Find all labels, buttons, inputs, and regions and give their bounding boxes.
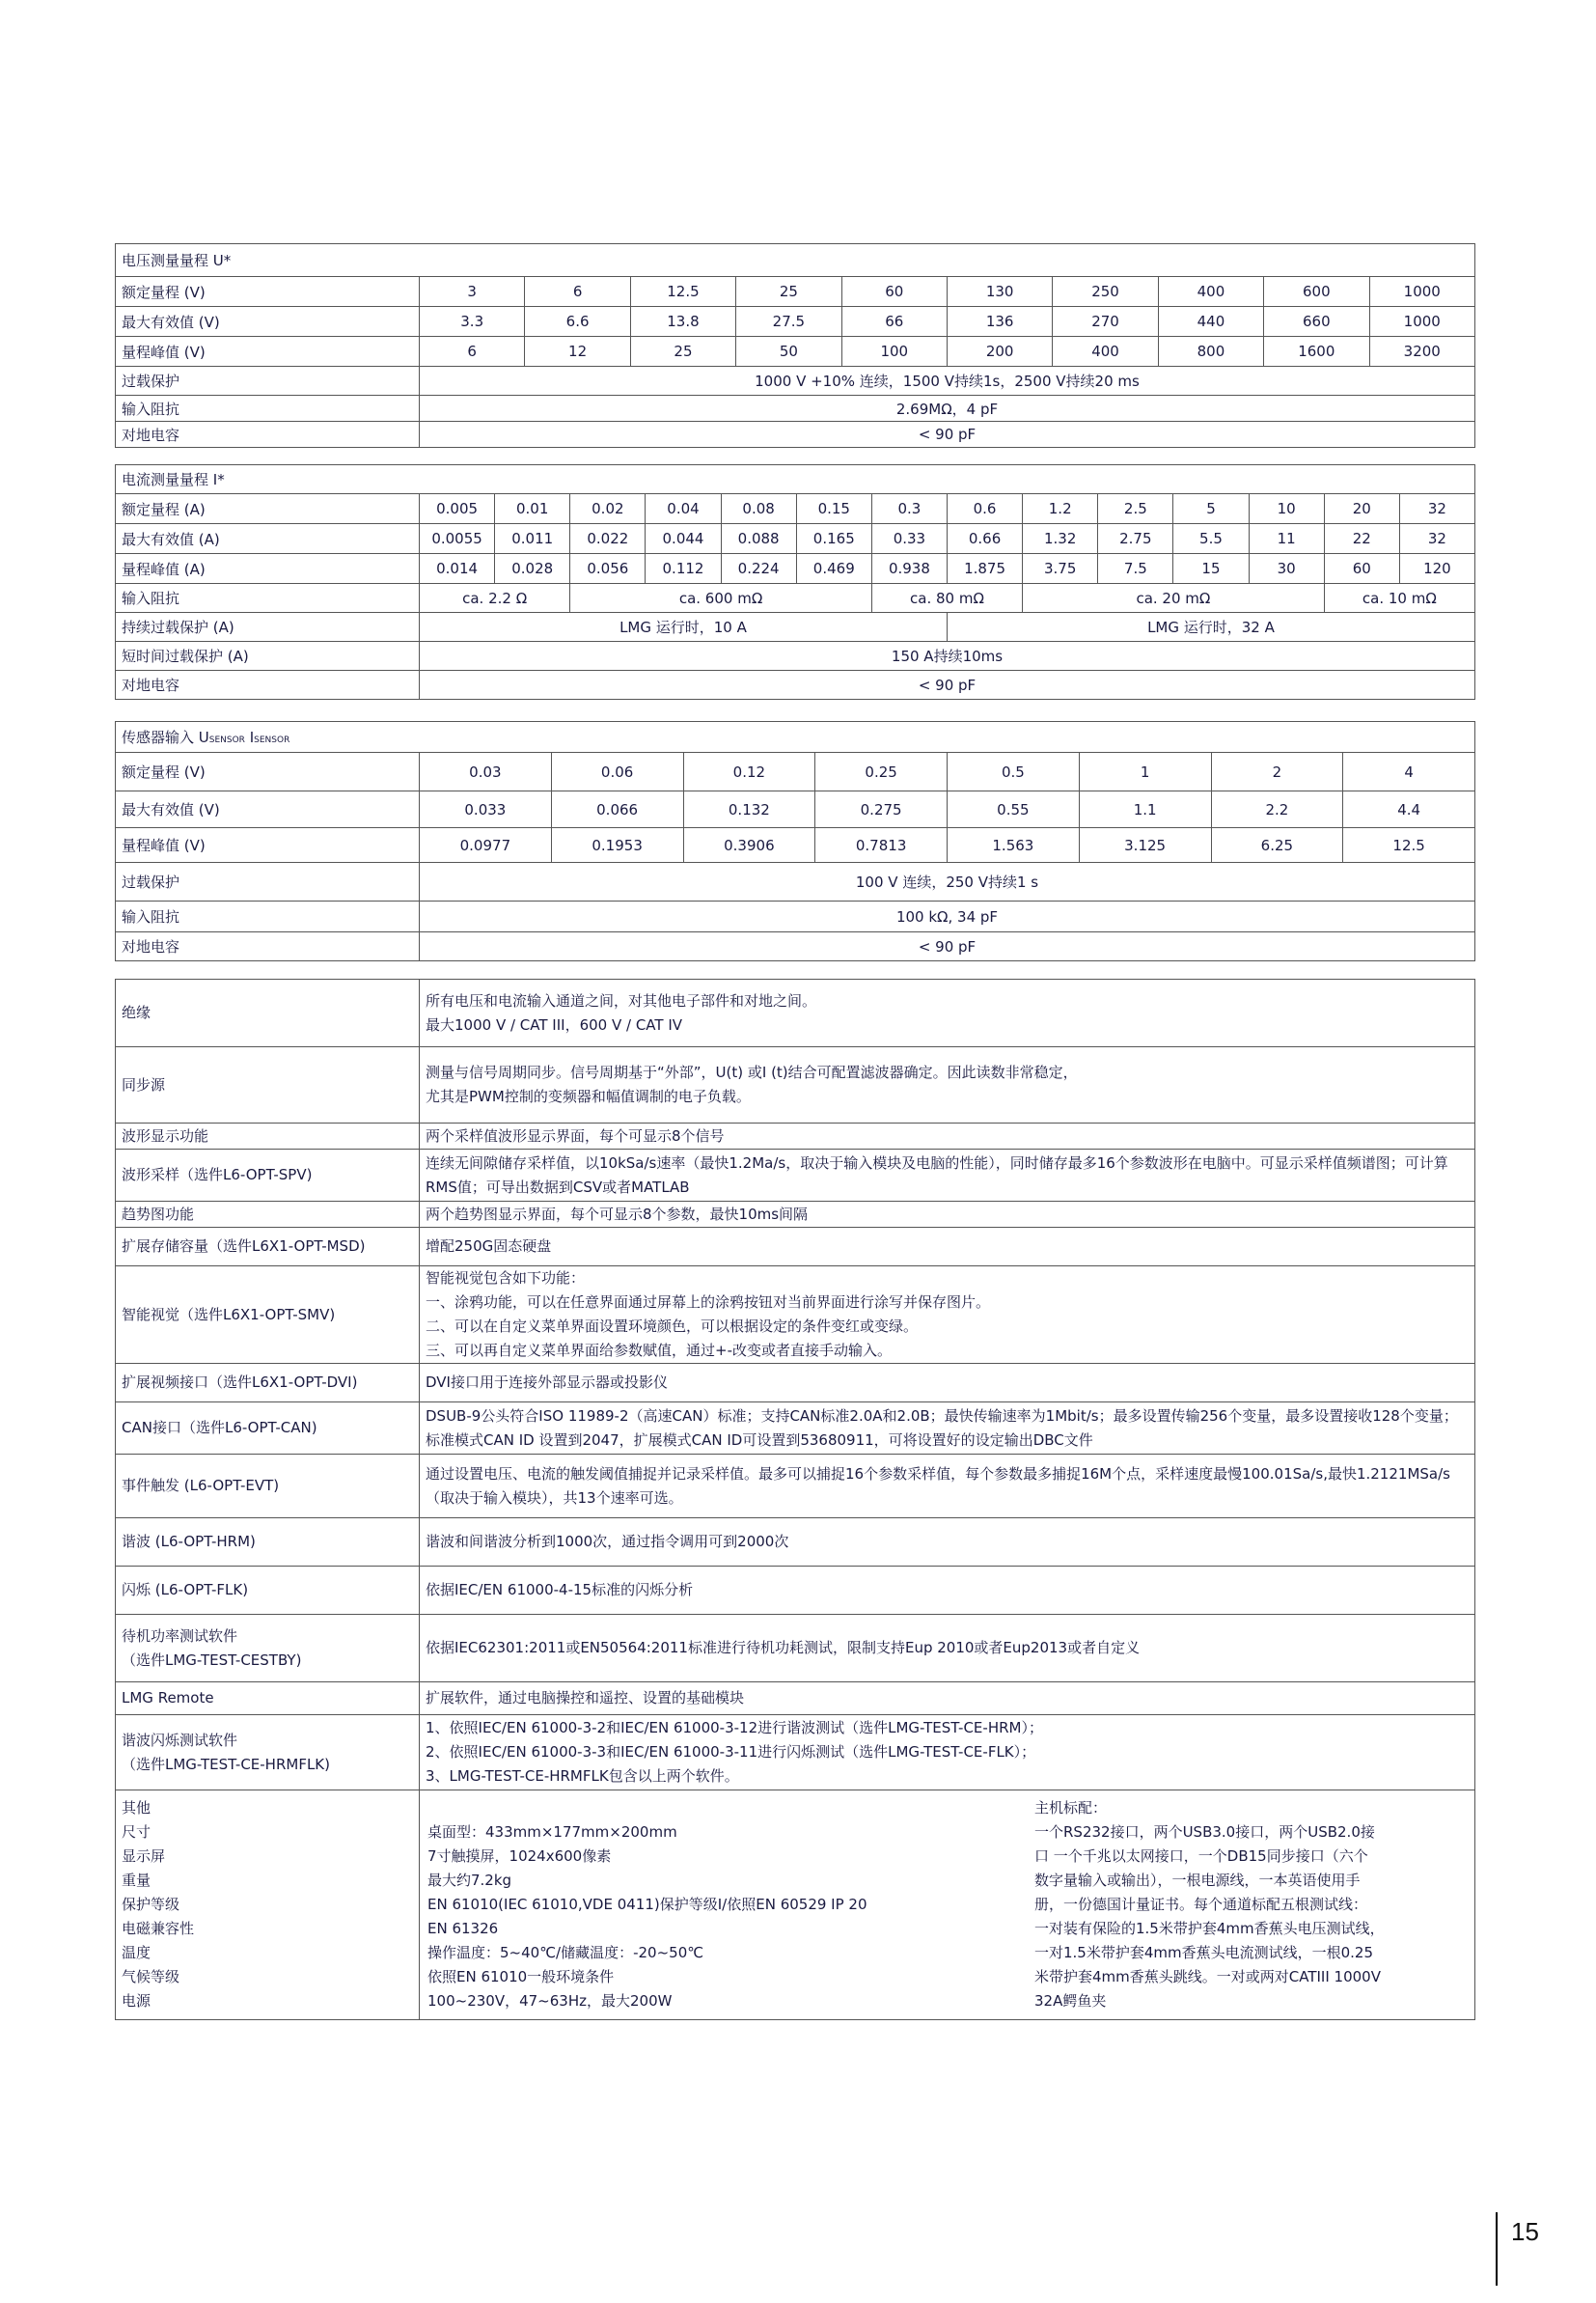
features-table bbox=[115, 979, 1475, 2020]
impedance-cell: ca. 10 mΩ bbox=[1324, 584, 1474, 613]
value-cell: 400 bbox=[1053, 337, 1158, 367]
value-cell: 100 bbox=[841, 337, 947, 367]
accessory-line: 一对装有保险的1.5米带护套4mm香蕉头电压测试线， bbox=[1034, 1920, 1385, 1937]
value-cell: 1 bbox=[1079, 753, 1211, 791]
value-cell: 0.66 bbox=[947, 524, 1022, 554]
sensor-capacitance-value: < 90 pF bbox=[420, 932, 1475, 961]
misc-label: 尺寸 bbox=[122, 1823, 151, 1841]
feature-line: 两个采样值波形显示界面，每个可显示8个信号 bbox=[426, 1126, 725, 1145]
feature-line: 智能视觉包含如下功能： bbox=[426, 1269, 586, 1287]
current-short-overload-label: 短时间过载保护 (A) bbox=[116, 642, 420, 671]
value-cell: 0.005 bbox=[420, 494, 495, 524]
value-cell: 1.2 bbox=[1023, 494, 1098, 524]
table-row bbox=[116, 337, 1475, 367]
table-row bbox=[116, 791, 1475, 828]
feature-value bbox=[420, 1202, 1475, 1228]
value-cell: 200 bbox=[947, 337, 1052, 367]
misc-value: 依照EN 61010一般环境条件 bbox=[427, 1968, 615, 1985]
value-cell: 30 bbox=[1249, 554, 1324, 584]
value-cell: 0.056 bbox=[570, 554, 646, 584]
value-cell: 12.5 bbox=[1343, 828, 1475, 863]
sensor-overload-value: 100 V 连续，250 V持续1 s bbox=[420, 863, 1475, 902]
sensor-input-table bbox=[115, 721, 1475, 961]
feature-label-line: （选件LMG-TEST-CESTBY) bbox=[122, 1651, 302, 1669]
value-cell: 3200 bbox=[1369, 337, 1474, 367]
current-range-table bbox=[115, 464, 1475, 700]
misc-value bbox=[427, 1796, 1021, 1820]
row-label: 量程峰值 (V) bbox=[116, 828, 420, 863]
value-cell: 12.5 bbox=[630, 277, 735, 307]
feature-row bbox=[116, 1682, 1475, 1715]
value-cell: 130 bbox=[947, 277, 1052, 307]
feature-label bbox=[116, 1124, 420, 1150]
value-cell: 0.5 bbox=[948, 753, 1080, 791]
value-cell: 0.088 bbox=[721, 524, 796, 554]
value-cell: 5.5 bbox=[1173, 524, 1249, 554]
value-cell: 0.1953 bbox=[551, 828, 683, 863]
feature-label-line: 待机功率测试软件 bbox=[122, 1626, 238, 1645]
feature-label-line: 事件触发 (L6-OPT-EVT) bbox=[122, 1477, 280, 1494]
feature-row bbox=[116, 1518, 1475, 1567]
value-cell: 27.5 bbox=[736, 307, 841, 337]
feature-value bbox=[420, 1567, 1475, 1615]
value-cell: 0.014 bbox=[420, 554, 495, 584]
feature-label-line: CAN接口（选件L6-OPT-CAN) bbox=[122, 1419, 317, 1436]
accessory-line: 主机标配： bbox=[1034, 1799, 1108, 1817]
current-impedance-label: 输入阻抗 bbox=[116, 584, 420, 613]
value-cell: 22 bbox=[1324, 524, 1399, 554]
table-row bbox=[116, 753, 1475, 791]
value-cell: 270 bbox=[1053, 307, 1158, 337]
accessory-line: 数字量输入或输出），一根电源线，一本英语使用手 bbox=[1034, 1872, 1361, 1889]
feature-line: 最大1000 V / CAT III，600 V / CAT IV bbox=[426, 1015, 683, 1034]
feature-label bbox=[116, 1266, 420, 1364]
feature-label-line: 智能视觉（选件L6X1-OPT-SMV) bbox=[122, 1305, 336, 1323]
current-capacitance-value: < 90 pF bbox=[420, 671, 1475, 700]
feature-line: 所有电压和电流输入通道之间，对其他电子部件和对地之间。 bbox=[426, 991, 817, 1010]
value-cell: 2 bbox=[1211, 753, 1343, 791]
misc-label: 温度 bbox=[122, 1944, 151, 1961]
value-cell: 20 bbox=[1324, 494, 1399, 524]
feature-label bbox=[116, 1615, 420, 1682]
misc-labels bbox=[116, 1790, 420, 2020]
value-cell: 6 bbox=[525, 277, 630, 307]
feature-label bbox=[116, 1364, 420, 1402]
value-cell: 250 bbox=[1053, 277, 1158, 307]
feature-label bbox=[116, 1150, 420, 1202]
sensor-title-sub2: SENSOR bbox=[254, 735, 290, 745]
feature-line: 二、可以在自定义菜单界面设置环境颜色，可以根据设定的条件变红或变绿。 bbox=[426, 1318, 919, 1335]
feature-label-line: 谐波 (L6-OPT-HRM) bbox=[122, 1533, 256, 1550]
feature-value bbox=[420, 1047, 1475, 1124]
table-row bbox=[116, 494, 1475, 524]
value-cell: 0.02 bbox=[570, 494, 646, 524]
row-label: 量程峰值 (A) bbox=[116, 554, 420, 584]
feature-value bbox=[420, 1682, 1475, 1715]
voltage-title: 电压测量量程 U* bbox=[116, 244, 1475, 277]
value-cell: 0.08 bbox=[721, 494, 796, 524]
misc-value: 100~230V，47~63Hz，最大200W bbox=[427, 1992, 673, 2010]
cont-overload-cell: LMG 运行时，10 A bbox=[420, 613, 948, 642]
value-cell: 0.7813 bbox=[815, 828, 948, 863]
feature-line: 谐波和间谐波分析到1000次，通过指令调用可到2000次 bbox=[426, 1533, 789, 1550]
impedance-cell: ca. 20 mΩ bbox=[1023, 584, 1325, 613]
feature-label bbox=[116, 1202, 420, 1228]
value-cell: 13.8 bbox=[630, 307, 735, 337]
value-cell: 0.01 bbox=[495, 494, 570, 524]
feature-line: 依据IEC/EN 61000-4-15标准的闪烁分析 bbox=[426, 1581, 694, 1598]
feature-line: 扩展软件，通过电脑操控和遥控、设置的基础模块 bbox=[426, 1689, 745, 1706]
value-cell: 0.011 bbox=[495, 524, 570, 554]
accessory-line: 32A鳄鱼夹 bbox=[1034, 1992, 1107, 2010]
sensor-impedance-value: 100 kΩ, 34 pF bbox=[420, 902, 1475, 932]
value-cell: 0.033 bbox=[420, 791, 552, 828]
value-cell: 136 bbox=[947, 307, 1052, 337]
value-cell: 0.33 bbox=[871, 524, 947, 554]
value-cell: 0.0055 bbox=[420, 524, 495, 554]
feature-label-line: 同步源 bbox=[122, 1075, 166, 1094]
value-cell: 0.6 bbox=[947, 494, 1022, 524]
misc-label: 显示屏 bbox=[122, 1847, 166, 1865]
feature-line: 测量与信号周期同步。信号周期基于“外部”，U(t) 或I (t)结合可配置滤波器确定。因此读数非常稳定， bbox=[426, 1064, 1078, 1081]
feature-line: 三、可以再自定义菜单界面给参数赋值，通过+-改变或者直接手动输入。 bbox=[426, 1342, 892, 1359]
table-row bbox=[116, 277, 1475, 307]
feature-line: 3、LMG-TEST-CE-HRMFLK包含以上两个软件。 bbox=[426, 1767, 739, 1785]
value-cell: 32 bbox=[1399, 524, 1474, 554]
voltage-overload-value: 1000 V +10% 连续，1500 V持续1s，2500 V持续20 ms bbox=[420, 367, 1475, 396]
value-cell: 0.06 bbox=[551, 753, 683, 791]
value-cell: 660 bbox=[1264, 307, 1369, 337]
misc-value: 7寸触摸屏，1024x600像素 bbox=[427, 1847, 612, 1865]
feature-label-line: 波形采样（选件L6-OPT-SPV) bbox=[122, 1166, 313, 1183]
misc-value: 最大约7.2kg bbox=[427, 1872, 512, 1889]
value-cell: 800 bbox=[1158, 337, 1263, 367]
table-row bbox=[116, 524, 1475, 554]
feature-label-line: 扩展视频接口（选件L6X1-OPT-DVI) bbox=[122, 1373, 358, 1391]
accessory-line: 口 一个千兆以太网接口，一个DB15同步接口（六个 bbox=[1034, 1847, 1368, 1865]
value-cell: 25 bbox=[630, 337, 735, 367]
feature-line: 依据IEC62301:2011或EN50564:2011标准进行待机功耗测试，限制支持Eup 2010或者Eup2013或者自定义 bbox=[426, 1639, 1141, 1656]
feature-label bbox=[116, 1518, 420, 1567]
misc-label: 保护等级 bbox=[122, 1896, 180, 1913]
value-cell: 3.75 bbox=[1023, 554, 1098, 584]
feature-row bbox=[116, 1364, 1475, 1402]
feature-value bbox=[420, 1124, 1475, 1150]
cont-overload-cell: LMG 运行时，32 A bbox=[947, 613, 1474, 642]
value-cell: 2.2 bbox=[1211, 791, 1343, 828]
value-cell: 0.028 bbox=[495, 554, 570, 584]
feature-row bbox=[116, 1124, 1475, 1150]
table-row bbox=[116, 828, 1475, 863]
value-cell: 0.12 bbox=[683, 753, 815, 791]
value-cell: 60 bbox=[1324, 554, 1399, 584]
value-cell: 440 bbox=[1158, 307, 1263, 337]
value-cell: 400 bbox=[1158, 277, 1263, 307]
value-cell: 60 bbox=[841, 277, 947, 307]
feature-label-line: （选件LMG-TEST-CE-HRMFLK) bbox=[122, 1755, 330, 1773]
value-cell: 66 bbox=[841, 307, 947, 337]
value-cell: 600 bbox=[1264, 277, 1369, 307]
feature-value bbox=[420, 980, 1475, 1047]
voltage-impedance-value: 2.69MΩ，4 pF bbox=[420, 396, 1475, 422]
feature-row bbox=[116, 1228, 1475, 1266]
feature-label bbox=[116, 1228, 420, 1266]
current-cont-overload-label: 持续过载保护 (A) bbox=[116, 613, 420, 642]
value-cell: 0.3 bbox=[871, 494, 947, 524]
value-cell: 4 bbox=[1343, 753, 1475, 791]
accessory-line: 一个RS232接口，两个USB3.0接口，两个USB2.0接 bbox=[1034, 1823, 1375, 1841]
value-cell: 10 bbox=[1249, 494, 1324, 524]
current-short-overload-value: 150 A持续10ms bbox=[420, 642, 1475, 671]
value-cell: 0.55 bbox=[948, 791, 1080, 828]
feature-label-line: 波形显示功能 bbox=[122, 1126, 209, 1145]
row-label: 额定量程 (V) bbox=[116, 277, 420, 307]
feature-value bbox=[420, 1266, 1475, 1364]
feature-label-line: 绝缘 bbox=[122, 1004, 151, 1021]
value-cell: 1.1 bbox=[1079, 791, 1211, 828]
voltage-overload-label: 过载保护 bbox=[116, 367, 420, 396]
misc-values-cell bbox=[420, 1790, 1475, 2020]
feature-line: 尤其是PWM控制的变频器和幅值调制的电子负载。 bbox=[426, 1088, 751, 1105]
feature-label bbox=[116, 1402, 420, 1455]
feature-value bbox=[420, 1150, 1475, 1202]
feature-value bbox=[420, 1715, 1475, 1790]
misc-value: EN 61010(IEC 61010,VDE 0411)保护等级I/依照EN 60529 IP 20 bbox=[427, 1896, 867, 1913]
value-cell: 12 bbox=[525, 337, 630, 367]
row-label: 量程峰值 (V) bbox=[116, 337, 420, 367]
value-cell: 0.25 bbox=[815, 753, 948, 791]
misc-value: 桌面型：433mm×177mm×200mm bbox=[427, 1823, 677, 1841]
value-cell: 11 bbox=[1249, 524, 1324, 554]
sensor-title-main: 传感器输入 U bbox=[122, 729, 209, 746]
feature-row bbox=[116, 1567, 1475, 1615]
feature-line: DVI接口用于连接外部显示器或投影仪 bbox=[426, 1373, 668, 1391]
feature-label bbox=[116, 1715, 420, 1790]
sensor-impedance-label: 输入阻抗 bbox=[116, 902, 420, 932]
row-label: 额定量程 (V) bbox=[116, 753, 420, 791]
table-row bbox=[116, 554, 1475, 584]
feature-value bbox=[420, 1615, 1475, 1682]
feature-value bbox=[420, 1518, 1475, 1567]
value-cell: 1.875 bbox=[947, 554, 1022, 584]
sensor-title bbox=[116, 722, 1475, 753]
feature-value bbox=[420, 1228, 1475, 1266]
sensor-capacitance-label: 对地电容 bbox=[116, 932, 420, 961]
feature-row bbox=[116, 980, 1475, 1047]
feature-row bbox=[116, 1266, 1475, 1364]
value-cell: 0.275 bbox=[815, 791, 948, 828]
value-cell: 3.125 bbox=[1079, 828, 1211, 863]
value-cell: 6.25 bbox=[1211, 828, 1343, 863]
page-number: 15 bbox=[1496, 2212, 1539, 2286]
value-cell: 120 bbox=[1399, 554, 1474, 584]
impedance-cell: ca. 2.2 Ω bbox=[420, 584, 570, 613]
value-cell: 1.32 bbox=[1023, 524, 1098, 554]
feature-line: 两个趋势图显示界面，每个可显示8个参数，最快10ms间隔 bbox=[426, 1205, 809, 1223]
value-cell: 0.165 bbox=[796, 524, 871, 554]
accessory-line: 册，一份德国计量证书。每个通道标配五根测试线： bbox=[1034, 1896, 1368, 1913]
feature-label bbox=[116, 1047, 420, 1124]
value-cell: 0.15 bbox=[796, 494, 871, 524]
feature-line: DSUB-9公头符合ISO 11989-2（高速CAN）标准；支持CAN标准2.0A和2.0B；最快传输速率为1Mbit/s；最多设置传输256个变量，最多设置接收128个变量；标准模式CAN ID 设置到2047，扩展模式CAN ID可设置到53680911，可将设置好的设定输出DBC文件 bbox=[426, 1406, 1458, 1449]
feature-label bbox=[116, 1455, 420, 1518]
feature-value bbox=[420, 1402, 1475, 1455]
value-cell: 0.04 bbox=[646, 494, 721, 524]
voltage-range-table bbox=[115, 243, 1475, 448]
feature-label-line: 趋势图功能 bbox=[122, 1205, 195, 1223]
row-label: 最大有效值 (V) bbox=[116, 307, 420, 337]
value-cell: 6 bbox=[420, 337, 525, 367]
value-cell: 4.4 bbox=[1343, 791, 1475, 828]
feature-line: 2、依照IEC/EN 61000-3-3和IEC/EN 61000-3-11进行闪烁测试（选件LMG-TEST-CE-FLK）； bbox=[426, 1743, 1036, 1761]
value-cell: 1000 bbox=[1369, 307, 1474, 337]
current-capacitance-label: 对地电容 bbox=[116, 671, 420, 700]
value-cell: 3.3 bbox=[420, 307, 525, 337]
feature-label-line: 谐波闪烁测试软件 bbox=[122, 1731, 238, 1749]
misc-value: EN 61326 bbox=[427, 1920, 499, 1937]
value-cell: 25 bbox=[736, 277, 841, 307]
voltage-capacitance-label: 对地电容 bbox=[116, 422, 420, 448]
value-cell: 0.112 bbox=[646, 554, 721, 584]
sensor-overload-label: 过载保护 bbox=[116, 863, 420, 902]
value-cell: 50 bbox=[736, 337, 841, 367]
misc-label: 电磁兼容性 bbox=[122, 1920, 195, 1937]
value-cell: 2.75 bbox=[1098, 524, 1173, 554]
value-cell: 0.0977 bbox=[420, 828, 552, 863]
feature-label bbox=[116, 1682, 420, 1715]
value-cell: 6.6 bbox=[525, 307, 630, 337]
feature-value bbox=[420, 1455, 1475, 1518]
value-cell: 1.563 bbox=[948, 828, 1080, 863]
value-cell: 3 bbox=[420, 277, 525, 307]
value-cell: 32 bbox=[1399, 494, 1474, 524]
value-cell: 0.469 bbox=[796, 554, 871, 584]
value-cell: 5 bbox=[1173, 494, 1249, 524]
misc-label: 重量 bbox=[122, 1872, 151, 1889]
impedance-cell: ca. 80 mΩ bbox=[871, 584, 1022, 613]
misc-label: 气候等级 bbox=[122, 1968, 180, 1985]
row-label: 最大有效值 (V) bbox=[116, 791, 420, 828]
feature-line: 增配250G固态硬盘 bbox=[426, 1237, 552, 1255]
value-cell: 0.132 bbox=[683, 791, 815, 828]
current-title: 电流测量量程 I* bbox=[116, 465, 1475, 494]
misc-value: 操作温度：5~40℃/储藏温度：-20~50℃ bbox=[427, 1944, 704, 1961]
feature-row bbox=[116, 1202, 1475, 1228]
value-cell: 0.022 bbox=[570, 524, 646, 554]
feature-label-line: 扩展存储容量（选件L6X1-OPT-MSD) bbox=[122, 1237, 366, 1255]
value-cell: 15 bbox=[1173, 554, 1249, 584]
feature-line: 连续无间隙储存采样值，以10kSa/s速率（最快1.2Ma/s，取决于输入模块及电脑的性能），同时储存最多16个参数波形在电脑中。可显示采样值频谱图；可计算RMS值；可导出数据到CSV或者MATLAB bbox=[426, 1153, 1448, 1196]
feature-label-line: LMG Remote bbox=[122, 1689, 214, 1706]
feature-row bbox=[116, 1150, 1475, 1202]
voltage-impedance-label: 输入阻抗 bbox=[116, 396, 420, 422]
feature-row bbox=[116, 1047, 1475, 1124]
value-cell: 0.224 bbox=[721, 554, 796, 584]
sensor-title-sub1: SENSOR bbox=[208, 735, 245, 745]
row-label: 最大有效值 (A) bbox=[116, 524, 420, 554]
accessory-line: 一对1.5米带护套4mm香蕉头电流测试线，一根0.25 bbox=[1034, 1944, 1374, 1961]
feature-row bbox=[116, 1715, 1475, 1790]
value-cell: 1000 bbox=[1369, 277, 1474, 307]
feature-line: 通过设置电压、电流的触发阈值捕捉并记录采样值。最多可以捕捉16个参数采样值，每个参数最多捕捉16M个点，采样速度最慢100.01Sa/s,最快1.2121MSa/s（取决于输入模块），共13个速率可选。 bbox=[426, 1464, 1450, 1507]
accessory-line: 米带护套4mm香蕉头跳线。一对或两对CATIII 1000V bbox=[1034, 1968, 1381, 1985]
feature-label bbox=[116, 1567, 420, 1615]
sensor-title-mid: I bbox=[244, 729, 255, 746]
feature-row bbox=[116, 1615, 1475, 1682]
misc-label: 其他 bbox=[122, 1799, 151, 1817]
voltage-capacitance-value: < 90 pF bbox=[420, 422, 1475, 448]
feature-value bbox=[420, 1364, 1475, 1402]
row-label: 额定量程 (A) bbox=[116, 494, 420, 524]
value-cell: 0.066 bbox=[551, 791, 683, 828]
impedance-cell: ca. 600 mΩ bbox=[570, 584, 872, 613]
feature-line: 一、涂鸦功能，可以在任意界面通过屏幕上的涂鸦按钮对当前界面进行涂写并保存图片。 bbox=[426, 1293, 991, 1311]
feature-row bbox=[116, 1455, 1475, 1518]
feature-label-line: 闪烁 (L6-OPT-FLK) bbox=[122, 1581, 249, 1598]
value-cell: 7.5 bbox=[1098, 554, 1173, 584]
feature-label bbox=[116, 980, 420, 1047]
value-cell: 1600 bbox=[1264, 337, 1369, 367]
value-cell: 0.03 bbox=[420, 753, 552, 791]
table-row bbox=[116, 307, 1475, 337]
value-cell: 0.3906 bbox=[683, 828, 815, 863]
value-cell: 0.044 bbox=[646, 524, 721, 554]
misc-label: 电源 bbox=[122, 1992, 151, 2010]
feature-row bbox=[116, 1402, 1475, 1455]
value-cell: 0.938 bbox=[871, 554, 947, 584]
feature-line: 1、依照IEC/EN 61000-3-2和IEC/EN 61000-3-12进行谐波测试（选件LMG-TEST-CE-HRM）； bbox=[426, 1719, 1043, 1736]
value-cell: 2.5 bbox=[1098, 494, 1173, 524]
